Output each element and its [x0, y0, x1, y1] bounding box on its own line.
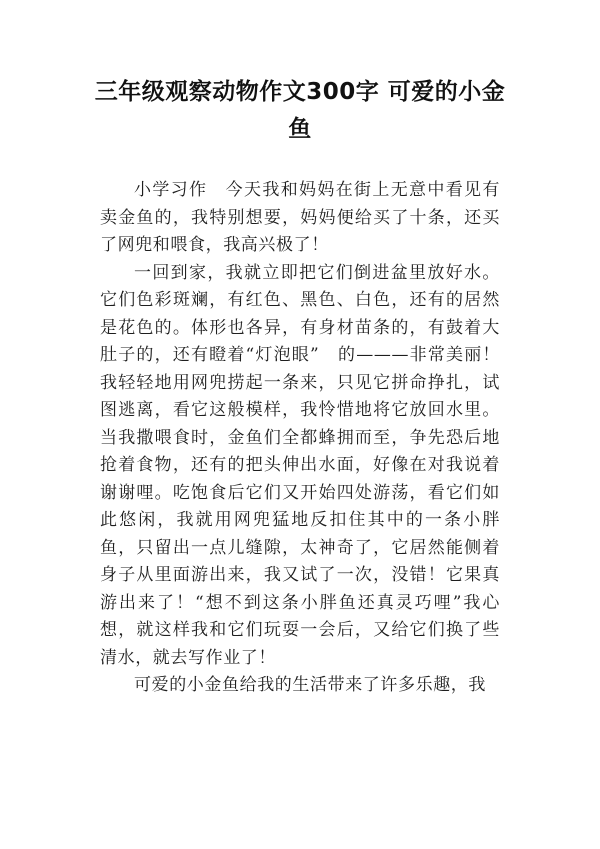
paragraph: 一回到家，我就立即把它们倒进盆里放好水。它们色彩斑斓，有红色、黑色、白色，还有的居然是花色的。体形也各异，有身材苗条的，有鼓着大肚子的，还有瞪着“灯泡眼” 的———非常美丽！我轻轻地用网兜捞起一条来，只见它拼命挣扎，试图逃离，看它这般模样，我怜惜地将它放回水里。当我撒喂食时，金鱼们全都蜂拥而至，争先恐后地抢着食物，还有的把头伸出水面，好像在对我说着谢谢哩。吃饱食后它们又开始四处游荡，看它们如此悠闲，我就用网兜猛地反扣住其中的一条小胖鱼，只留出一点儿缝隙，太神奇了，它居然能侧着身子从里面游出来，我又试了一次，没错！它果真游出来了！“想不到这条小胖鱼还真灵巧哩”我心想，就这样我和它们玩耍一会后，又给它们换了些清水，就去写作业了！: [100, 262, 500, 668]
paragraph: 小学习作 今天我和妈妈在街上无意中看见有卖金鱼的，我特别想要，妈妈便给买了十条，还买了网兜和喂食，我高兴极了！: [100, 180, 500, 255]
document-body: [100, 177, 500, 700]
document-title: 三年级观察动物作文300字 可爱的小金鱼: [94, 79, 506, 142]
paragraph: 可爱的小金鱼给我的生活带来了许多乐趣，我: [134, 675, 486, 695]
